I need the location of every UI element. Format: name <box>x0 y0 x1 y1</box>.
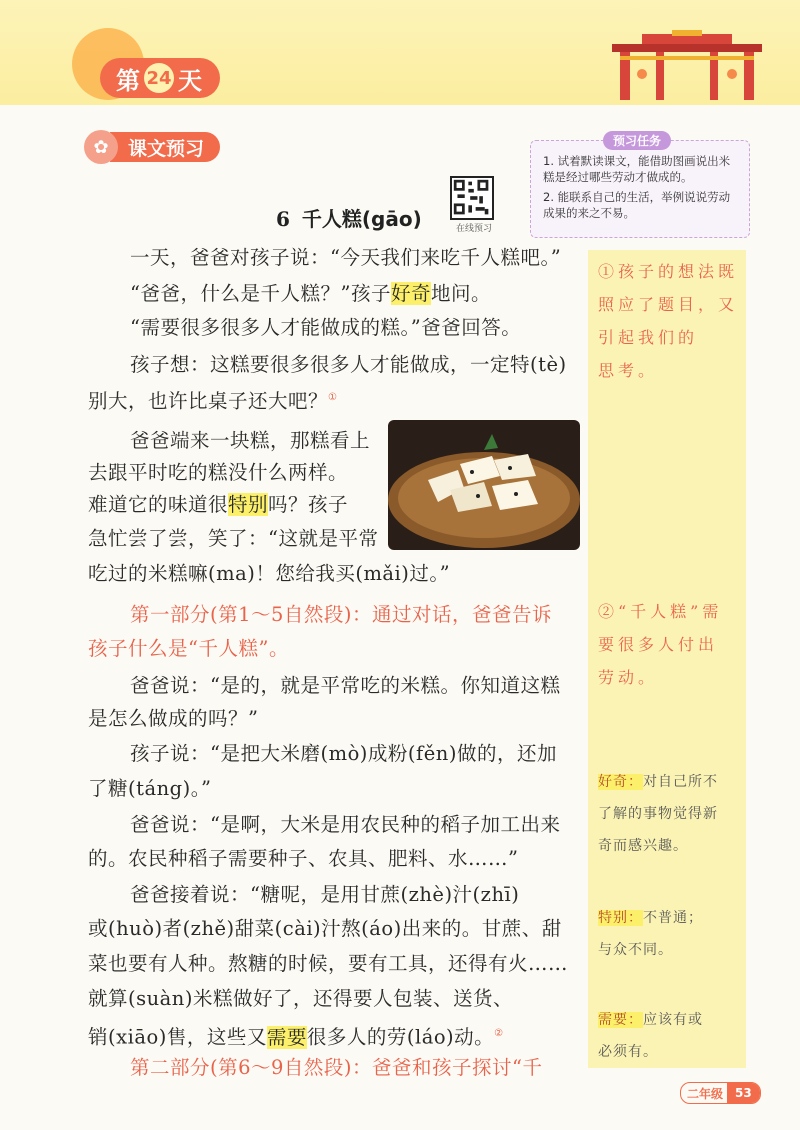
text-line <box>88 986 513 1012</box>
task-item-1: 1. 试着默读课文，能借助图画说出米糕是经过哪些劳动才做成的。 <box>543 154 731 184</box>
vocab-note-line <box>598 1004 740 1036</box>
vocab-definition: 与众不同。 <box>598 942 673 958</box>
annotation-2-line: 劳动。 <box>598 668 659 687</box>
text-line <box>88 776 211 802</box>
vocab-definition: 了解的事物觉得新 <box>598 806 718 822</box>
day-suffix: 天 <box>178 66 202 95</box>
day-number: 24 <box>144 63 174 93</box>
text-line <box>88 561 450 587</box>
text-segment: 爸爸说：“是的，就是平常吃的米糕。你知道这糕 <box>130 674 561 697</box>
vocab-definition: 应该有或 <box>643 1012 703 1028</box>
text-segment: 孩子什么是“千人糕”。 <box>88 637 289 660</box>
text-line <box>88 1021 504 1051</box>
annotation-1-line: 思考。 <box>598 361 659 380</box>
text-line <box>130 281 491 307</box>
text-line <box>88 706 258 732</box>
text-line <box>130 741 557 767</box>
text-line <box>130 602 552 628</box>
text-segment: 孩子说：“是把大米磨(mò)成粉(fěn)做的，还加 <box>130 742 557 765</box>
vocab-note-line <box>598 902 740 934</box>
rice-cake-photo <box>388 420 580 550</box>
vocab-note <box>598 902 740 966</box>
vocab-note <box>598 1004 740 1068</box>
highlighted-word: 特别 <box>228 493 269 516</box>
vocab-word: 特别： <box>598 910 643 926</box>
text-segment: “爸爸，什么是千人糕？”孩子 <box>130 282 391 305</box>
vocab-note-line <box>598 766 740 798</box>
lesson-number: 6 <box>276 207 290 231</box>
section-label: 课文预习 <box>110 132 220 162</box>
text-segment: 第一部分(第1～5自然段)：通过对话，爸爸告诉 <box>130 603 553 626</box>
text-line <box>130 812 560 838</box>
text-line <box>88 526 378 552</box>
lesson-name: 千人糕(gāo) <box>301 207 422 231</box>
annotation-1 <box>598 255 740 387</box>
task-item-2: 2. 能联系自己的生活，举例说说劳动成果的来之不易。 <box>543 190 731 220</box>
text-line <box>130 1055 543 1081</box>
text-segment: 吗？孩子 <box>268 493 349 516</box>
text-segment: 吃过的米糕嘛(ma)！您给我买(mǎi)过。” <box>88 562 451 585</box>
text-line <box>130 315 521 341</box>
text-line <box>130 428 370 454</box>
text-line <box>88 846 518 872</box>
qr-code-icon[interactable] <box>450 176 494 220</box>
text-segment: 很多人的劳(láo)动。 <box>306 1025 495 1049</box>
text-line <box>88 492 348 518</box>
flower-icon: ✿ <box>84 130 118 164</box>
qr-label: 在线预习 <box>455 224 492 234</box>
day-prefix: 第 <box>116 66 140 95</box>
highlighted-word: 需要 <box>266 1025 307 1049</box>
text-line <box>88 636 289 662</box>
text-segment: 爸爸接着说：“糖呢，是用甘蔗(zhè)汁(zhī) <box>130 883 520 906</box>
text-segment: 孩子想：这糕要很多很多人才能做成，一定特(tè) <box>130 353 567 376</box>
text-segment: 爸爸说：“是啊，大米是用农民种的稻子加工出来 <box>130 813 561 836</box>
vocab-word: 好奇： <box>598 774 643 790</box>
page-footer-badge <box>680 1082 761 1104</box>
text-segment: 菜也要有人种。熬糖的时候，要有工具，还得有火…… <box>88 952 569 975</box>
grade-label: 二年级 <box>687 1086 724 1101</box>
text-line <box>130 245 561 271</box>
text-segment: 或(huò)者(zhě)甜菜(cài)汁熬(áo)出来的。甘蔗、甜 <box>88 917 562 940</box>
annotation-1-line: 照应了题目，又 <box>598 295 739 314</box>
text-segment: “需要很多很多人才能做成的糕。”爸爸回答。 <box>130 316 522 339</box>
text-segment: 别大，也许比桌子还大吧？ <box>88 389 329 413</box>
archway-illustration <box>612 30 762 102</box>
text-segment: 了糖(táng)。” <box>88 777 212 800</box>
note-marker: ② <box>494 1028 504 1039</box>
vocab-note-line <box>598 830 740 862</box>
highlighted-word: 好奇 <box>390 282 431 305</box>
vocab-note-line <box>598 1036 740 1068</box>
text-line <box>88 916 562 942</box>
text-line <box>88 460 348 486</box>
annotation-2-line: 要很多人付出 <box>598 635 719 654</box>
section-badge <box>84 130 220 164</box>
text-segment: 销(xiāo)售，这些又 <box>88 1025 267 1049</box>
vocab-definition: 不普通； <box>643 910 703 926</box>
vocab-note-line <box>598 798 740 830</box>
annotation-2 <box>598 595 740 694</box>
annotation-1-line: 引起我们的 <box>598 328 699 347</box>
vocab-note <box>598 766 740 862</box>
note-marker: ① <box>328 392 338 403</box>
text-segment: 第二部分(第6～9自然段)：爸爸和孩子探讨“千 <box>130 1056 543 1079</box>
day-badge <box>100 58 220 98</box>
text-line <box>88 385 337 415</box>
text-segment: 就算(suàn)米糕做好了，还得要人包装、送货、 <box>88 987 513 1010</box>
page-number: 53 <box>727 1083 760 1103</box>
text-segment: 是怎么做成的吗？” <box>88 707 259 730</box>
vocab-definition: 对自己所不 <box>643 774 718 790</box>
text-segment: 爸爸端来一块糕，那糕看上 <box>130 429 371 452</box>
vocab-word: 需要： <box>598 1012 643 1028</box>
text-line <box>130 673 560 699</box>
text-segment: 难道它的味道很 <box>88 493 229 516</box>
text-line <box>130 352 567 378</box>
annotation-1-line: ①孩子的想法既 <box>598 262 739 281</box>
text-line <box>88 951 568 977</box>
text-segment: 的。农民种稻子需要种子、农具、肥料、水……” <box>88 847 519 870</box>
task-box-title: 预习任务 <box>603 131 671 150</box>
annotation-2-line: ②“千人糕”需 <box>598 602 723 621</box>
vocab-definition: 奇而感兴趣。 <box>598 838 688 854</box>
text-line <box>130 882 519 908</box>
vocab-definition: 必须有。 <box>598 1044 658 1060</box>
lesson-title <box>276 203 422 232</box>
text-segment: 一天，爸爸对孩子说：“今天我们来吃千人糕吧。” <box>130 246 562 269</box>
vocab-note-line <box>598 934 740 966</box>
text-segment: 地问。 <box>430 282 491 305</box>
text-segment: 急忙尝了尝，笑了：“这就是平常 <box>88 527 379 550</box>
text-segment: 去跟平时吃的糕没什么两样。 <box>88 461 349 484</box>
preview-task-box <box>530 134 750 238</box>
